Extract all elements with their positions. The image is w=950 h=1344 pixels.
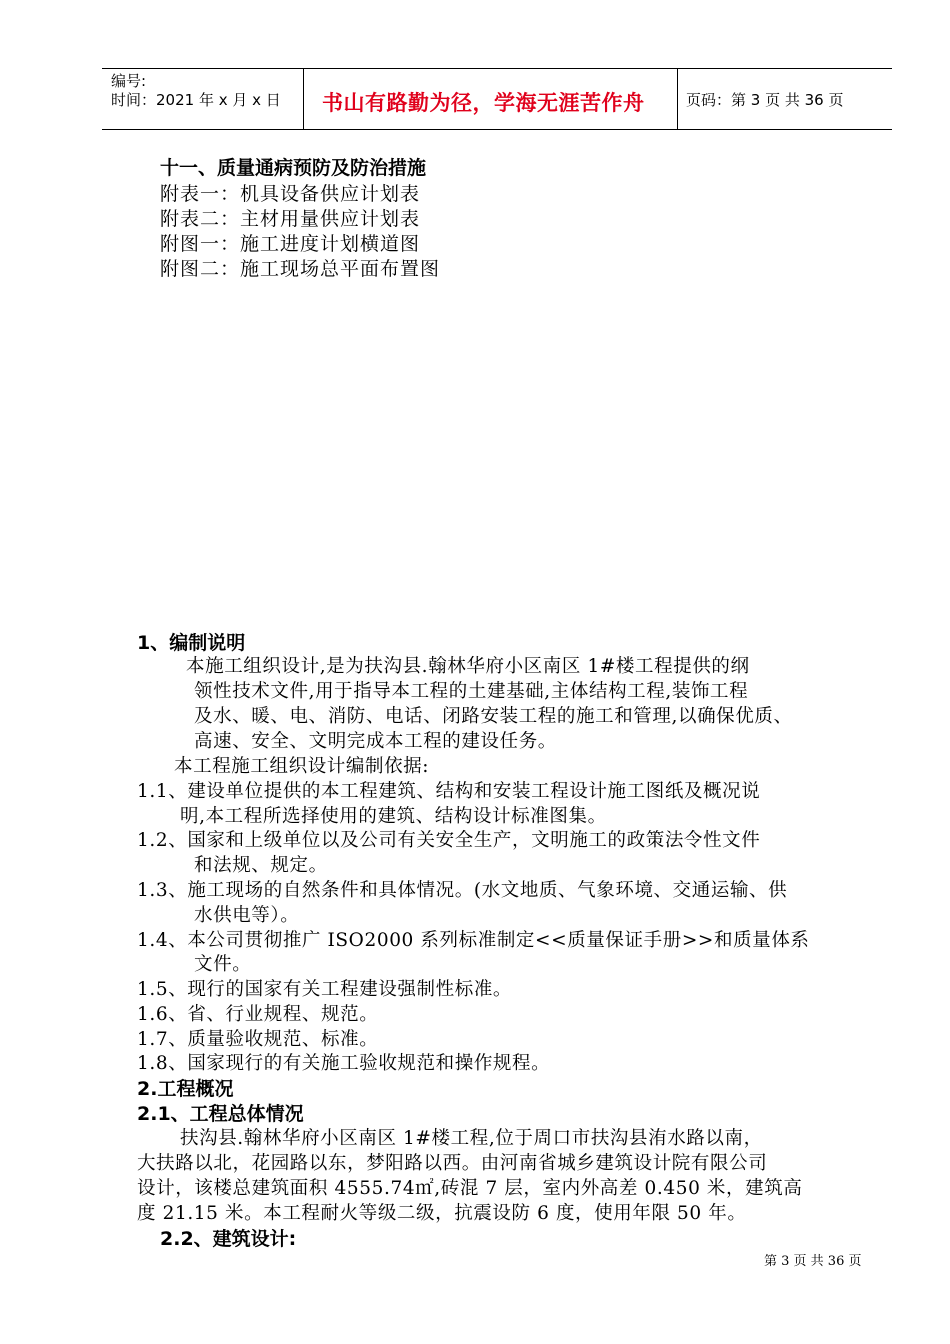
basis-item: 1.1、建设单位提供的本工程建筑、结构和安装工程设计施工图纸及概况说 <box>137 781 761 802</box>
basis-item: 1.7、质量验收规范、标准。 <box>137 1029 379 1050</box>
header-page-label: 页码：第 3 页 共 36 页 <box>686 91 844 109</box>
document-number-label: 编号: <box>111 72 147 90</box>
paragraph-line: 大扶路以北，花园路以东，梦阳路以西。由河南省城乡建筑设计院有限公司 <box>137 1153 768 1174</box>
section-2-heading: 2.工程概况 <box>137 1078 234 1100</box>
basis-item: 1.3、施工现场的自然条件和具体情况。(水文地质、气象环境、交通运输、供 <box>137 880 788 901</box>
toc-item-11: 十一、质量通病预防及防治措施 <box>160 157 427 179</box>
basis-item-continued: 文件。 <box>194 954 252 975</box>
paragraph-line: 设计，该楼总建筑面积 4555.74㎡,砖混 7 层，室内外高差 0.450 米，建筑高 <box>137 1178 803 1199</box>
paragraph-line: 度 21.15 米。本工程耐火等级二级，抗震设防 6 度，使用年限 50 年。 <box>137 1203 747 1224</box>
section-2-1-heading: 2.1、工程总体情况 <box>137 1103 304 1125</box>
paragraph-line: 领性技术文件,用于指导本工程的土建基础,主体结构工程,装饰工程 <box>194 681 749 702</box>
basis-intro: 本工程施工组织设计编制依据: <box>174 756 430 777</box>
toc-appendix-table-1: 附表一：机具设备供应计划表 <box>160 183 421 205</box>
basis-item: 1.5、现行的国家有关工程建设强制性标准。 <box>137 979 513 1000</box>
paragraph-line: 本施工组织设计,是为扶沟县.翰林华府小区南区 1#楼工程提供的纲 <box>186 656 750 677</box>
basis-item-continued: 明,本工程所选择使用的建筑、结构设计标准图集。 <box>180 806 607 827</box>
paragraph-line: 高速、安全、文明完成本工程的建设任务。 <box>194 731 557 752</box>
document-date-label: 时间：2021 年 x 月 x 日 <box>111 91 281 109</box>
header-divider <box>677 68 678 129</box>
basis-item-continued: 和法规、规定。 <box>194 855 328 876</box>
header-motto: 书山有路勤为径，学海无涯苦作舟 <box>322 91 645 115</box>
footer-page-number: 第 3 页 共 36 页 <box>764 1254 862 1269</box>
basis-item-continued: 水供电等）。 <box>194 905 300 926</box>
basis-item: 1.6、省、行业规程、规范。 <box>137 1004 379 1025</box>
basis-item: 1.2、国家和上级单位以及公司有关安全生产，文明施工的政策法令性文件 <box>137 830 761 851</box>
toc-appendix-figure-1: 附图一：施工进度计划横道图 <box>160 233 421 255</box>
basis-item: 1.8、国家现行的有关施工验收规范和操作规程。 <box>137 1053 551 1074</box>
toc-appendix-figure-2: 附图二：施工现场总平面布置图 <box>160 258 441 280</box>
paragraph-line: 扶沟县.翰林华府小区南区 1#楼工程,位于周口市扶沟县洧水路以南， <box>180 1128 763 1149</box>
toc-appendix-table-2: 附表二：主材用量供应计划表 <box>160 208 421 230</box>
section-1-heading: 1、编制说明 <box>137 632 246 654</box>
header-divider <box>303 68 304 129</box>
section-2-2-heading: 2.2、建筑设计: <box>160 1228 297 1250</box>
paragraph-line: 及水、暖、电、消防、电话、闭路安装工程的施工和管理,以确保优质、 <box>194 706 793 727</box>
basis-item: 1.4、本公司贯彻推广 ISO2000 系列标准制定<<质量保证手册>>和质量体系 <box>137 930 810 951</box>
